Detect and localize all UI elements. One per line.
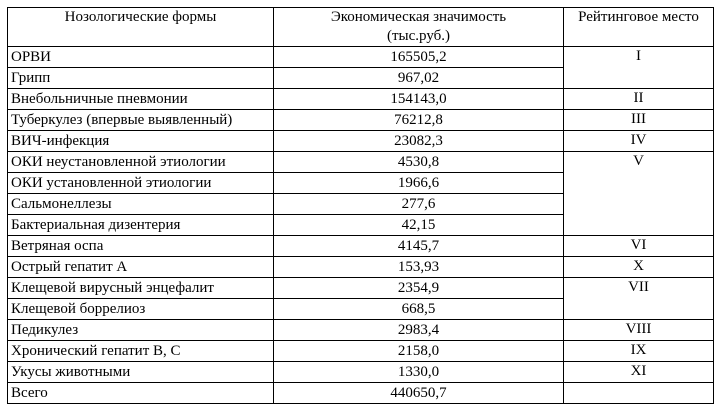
row-rank: XI [564, 362, 714, 383]
row-name: Туберкулез (впервые выявленный) [8, 110, 274, 131]
total-rank [564, 383, 714, 404]
row-value: 277,6 [274, 194, 564, 215]
row-rank: VIII [564, 320, 714, 341]
row-value: 4530,8 [274, 152, 564, 173]
row-rank: VI [564, 236, 714, 257]
row-rank: IV [564, 131, 714, 152]
row-name: ОКИ установленной этиологии [8, 173, 274, 194]
row-name: Бактериальная дизентерия [8, 215, 274, 236]
table-header-row [8, 8, 714, 47]
row-name: Укусы животными [8, 362, 274, 383]
table-row [8, 278, 714, 299]
row-value: 42,15 [274, 215, 564, 236]
table-row [8, 320, 714, 341]
row-rank: II [564, 89, 714, 110]
row-name: Клещевой боррелиоз [8, 299, 274, 320]
row-value: 2983,4 [274, 320, 564, 341]
row-name: Внебольничные пневмонии [8, 89, 274, 110]
table-row [8, 152, 714, 173]
row-value: 967,02 [274, 68, 564, 89]
table-row [8, 236, 714, 257]
row-value: 165505,2 [274, 47, 564, 68]
table-row [8, 131, 714, 152]
header-nosological-forms: Нозологические формы [8, 8, 274, 47]
row-rank: V [564, 152, 714, 236]
row-name: Острый гепатит А [8, 257, 274, 278]
row-value: 2158,0 [274, 341, 564, 362]
row-rank: III [564, 110, 714, 131]
row-value: 23082,3 [274, 131, 564, 152]
row-name: ОРВИ [8, 47, 274, 68]
header-economic-significance [274, 8, 564, 47]
row-name: ВИЧ-инфекция [8, 131, 274, 152]
row-rank: VII [564, 278, 714, 320]
table-row-total [8, 383, 714, 404]
row-value: 1966,6 [274, 173, 564, 194]
header-rating-place: Рейтинговое место [564, 8, 714, 47]
row-name: Ветряная оспа [8, 236, 274, 257]
row-name: Клещевой вирусный энцефалит [8, 278, 274, 299]
row-rank: X [564, 257, 714, 278]
row-name: Сальмонеллезы [8, 194, 274, 215]
row-value: 154143,0 [274, 89, 564, 110]
table-row [8, 341, 714, 362]
total-label: Всего [8, 383, 274, 404]
table-row [8, 362, 714, 383]
table-row [8, 47, 714, 68]
row-name: Грипп [8, 68, 274, 89]
row-name: Хронический гепатит В, С [8, 341, 274, 362]
table-row [8, 110, 714, 131]
row-value: 2354,9 [274, 278, 564, 299]
row-name: Педикулез [8, 320, 274, 341]
row-value: 668,5 [274, 299, 564, 320]
row-rank: IX [564, 341, 714, 362]
total-value: 440650,7 [274, 383, 564, 404]
header-economic-significance-unit: (тыс.руб.) [386, 28, 451, 44]
row-value: 76212,8 [274, 110, 564, 131]
economic-significance-table [7, 7, 714, 404]
row-rank: I [564, 47, 714, 89]
table-row [8, 89, 714, 110]
row-name: ОКИ неустановленной этиологии [8, 152, 274, 173]
row-value: 1330,0 [274, 362, 564, 383]
header-economic-significance-line1: Экономическая значимость [330, 9, 507, 25]
row-value: 4145,7 [274, 236, 564, 257]
table-row [8, 257, 714, 278]
row-value: 153,93 [274, 257, 564, 278]
